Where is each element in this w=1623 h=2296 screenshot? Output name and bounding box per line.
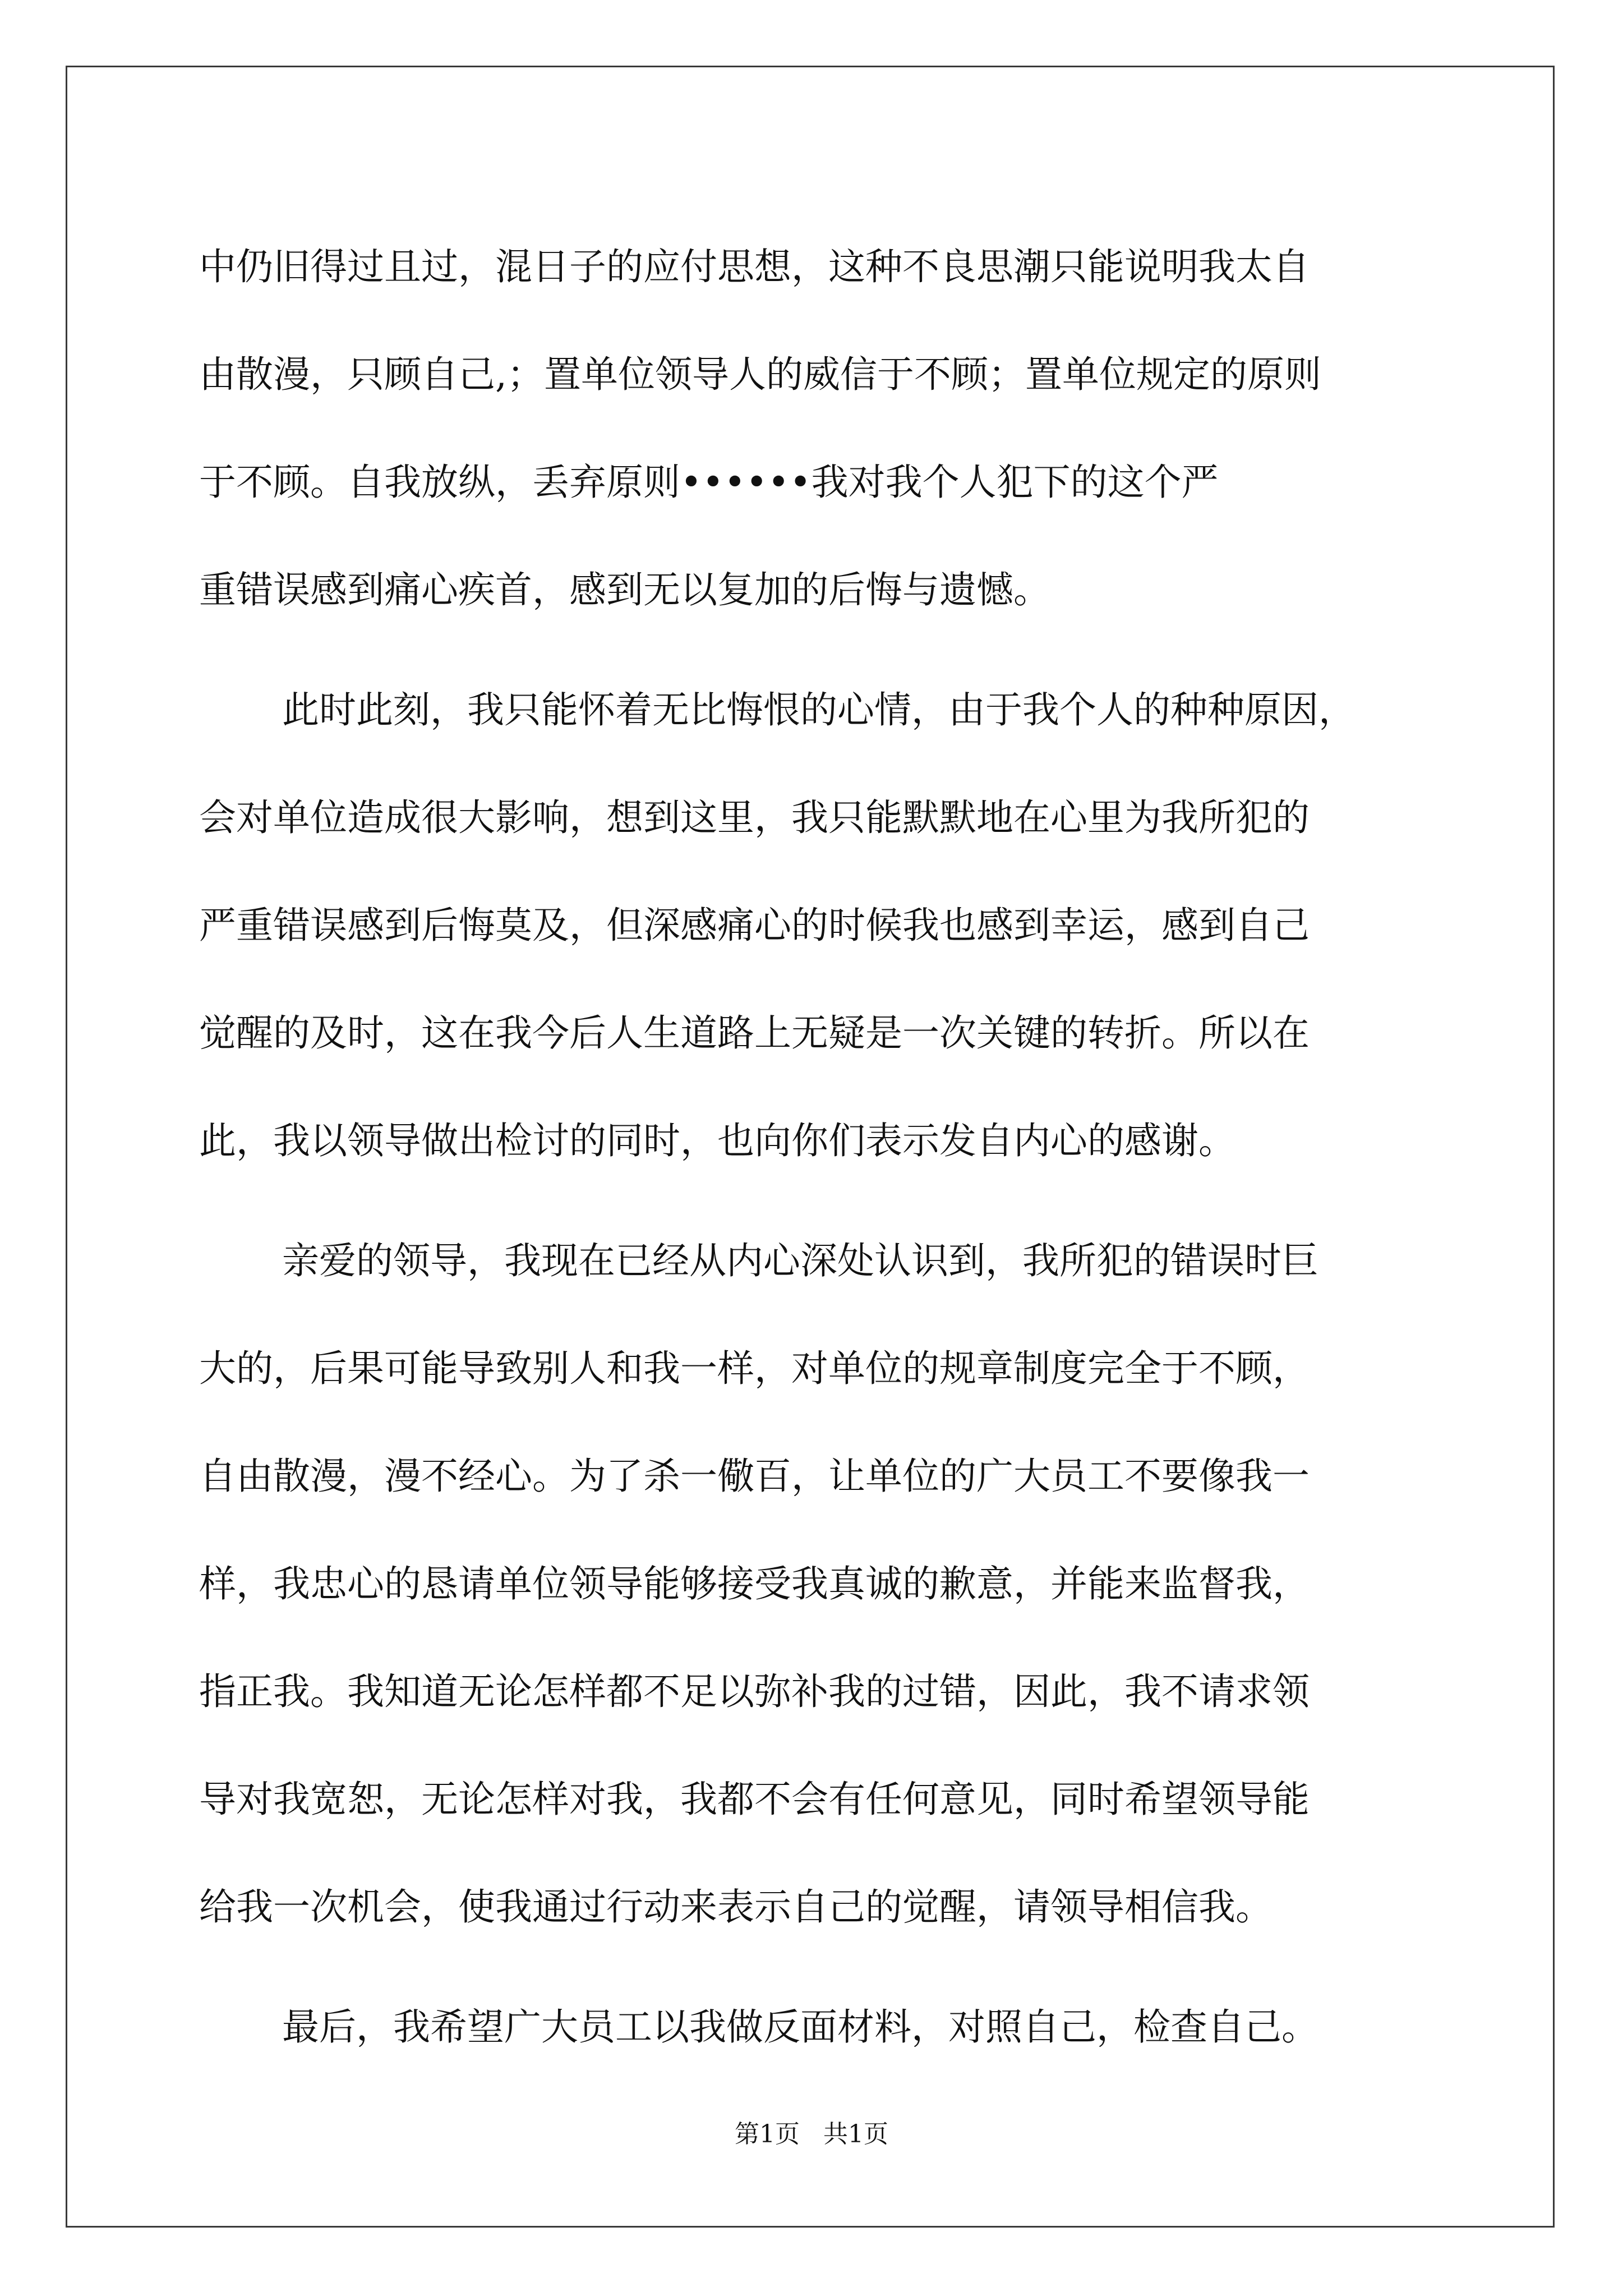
document-body xyxy=(199,213,1422,2081)
text-line: 样，我忠心的恳请单位领导能够接受我真诚的歉意，并能来监督我， xyxy=(199,1562,1310,1605)
text-line: 于不顾。自我放纵，丢弃原则••••••我对我个人犯下的这个严 xyxy=(199,461,1219,504)
text-line: 会对单位造成很大影响，想到这里，我只能默默地在心里为我所犯的 xyxy=(199,796,1310,839)
page-number-footer: 第1页 共1页 xyxy=(735,2120,888,2148)
paragraph xyxy=(199,213,1422,644)
text-line: 亲爱的领导，我现在已经从内心深处认识到，我所犯的错误时巨 xyxy=(282,1239,1318,1282)
text-line: 自由散漫，漫不经心。为了杀一儆百，让单位的广大员工不要像我一 xyxy=(199,1455,1310,1498)
text-line: 给我一次机会，使我通过行动来表示自己的觉醒，请领导相信我。 xyxy=(199,1885,1272,1929)
text-line: 此时此刻，我只能怀着无比悔恨的心情，由于我个人的种种原因， xyxy=(282,688,1355,731)
text-line: 最后，我希望广大员工以我做反面材料，对照自己，检查自己。 xyxy=(282,2005,1318,2049)
text-line: 严重错误感到后悔莫及，但深感痛心的时候我也感到幸运，感到自己 xyxy=(199,904,1310,947)
text-line: 导对我宽恕，无论怎样对我，我都不会有任何意见，同时希望领导能 xyxy=(199,1778,1310,1821)
text-line: 大的，后果可能导致别人和我一样，对单位的规章制度完全于不顾， xyxy=(199,1347,1310,1390)
text-line: 指正我。我知道无论怎样都不足以弥补我的过错，因此，我不请求领 xyxy=(199,1670,1310,1713)
paragraph xyxy=(199,656,1422,1195)
text-line: 由散漫，只顾自己,；置单位领导人的威信于不顾；置单位规定的原则 xyxy=(199,353,1321,396)
paragraph xyxy=(199,1207,1422,1961)
text-line: 觉醒的及时，这在我今后人生道路上无疑是一次关键的转折。所以在 xyxy=(199,1011,1310,1055)
text-line: 此，我以领导做出检讨的同时，也向你们表示发自内心的感谢。 xyxy=(199,1119,1235,1162)
paragraph xyxy=(199,1973,1422,2081)
text-line: 重错误感到痛心疾首，感到无以复加的后悔与遗憾。 xyxy=(199,568,1050,611)
text-line: 中仍旧得过且过，混日子的应付思想，这种不良思潮只能说明我太自 xyxy=(199,245,1310,288)
